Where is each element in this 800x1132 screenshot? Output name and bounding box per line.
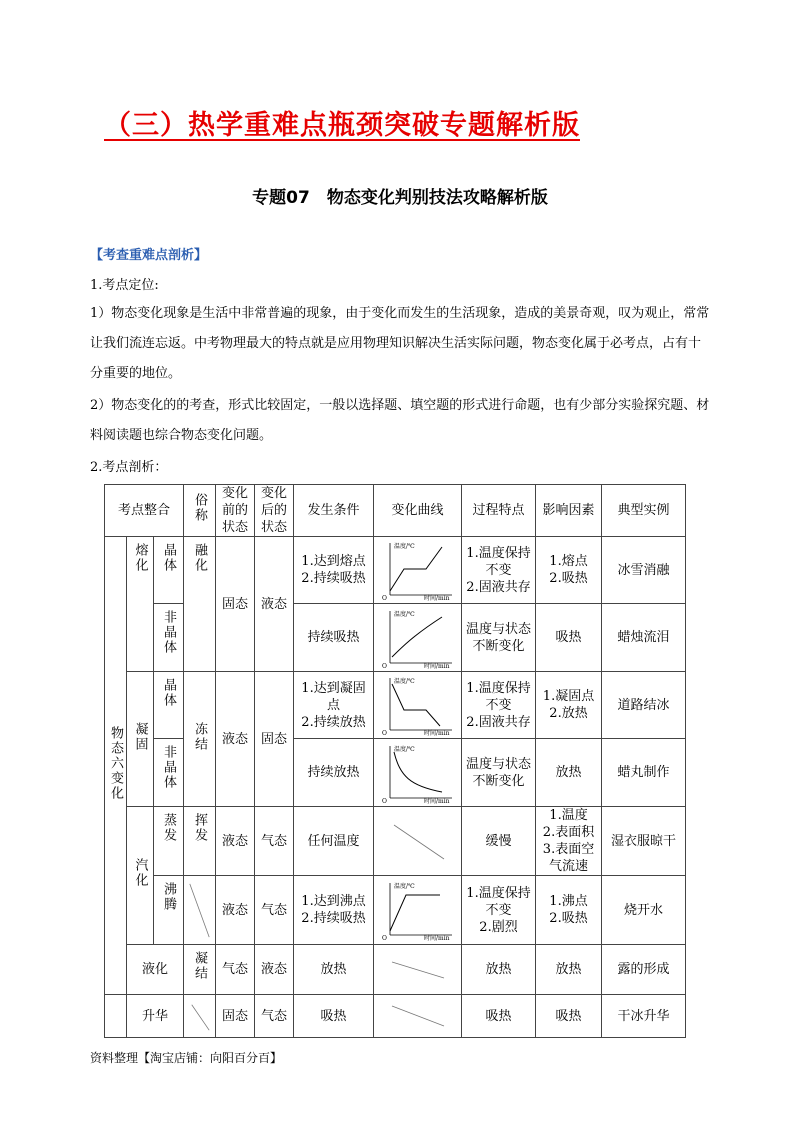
curve-cell: [374, 807, 462, 876]
svg-text:温度/℃: 温度/℃: [393, 883, 415, 890]
page-subtitle: [0, 183, 800, 208]
example-cell: 露的形成: [602, 945, 686, 995]
curve-sublime-none: [380, 998, 456, 1034]
curve-cell: [374, 945, 462, 995]
table-row: [105, 945, 686, 995]
after-cell: 液态: [255, 537, 294, 672]
cond-cell: 1.达到熔点 2.持续吸热: [294, 537, 374, 604]
example-cell: 蜡丸制作: [602, 739, 686, 807]
before-cell: 固态: [216, 995, 255, 1038]
header-cell: 典型实例: [602, 485, 686, 537]
svg-text:时间/min: 时间/min: [423, 662, 449, 669]
svg-text:温度/℃: 温度/℃: [393, 543, 415, 550]
example-cell: 道路结冰: [602, 672, 686, 739]
example-cell: 干冰升华: [602, 995, 686, 1038]
curve-evap-none: [380, 811, 456, 871]
curve-melt-noncrystal: [380, 607, 456, 669]
cond-cell: 1.达到沸点 2.持续吸热: [294, 876, 374, 945]
process-name: 液化: [127, 945, 184, 995]
svg-text:温度/℃: 温度/℃: [393, 745, 415, 753]
curve-boil: [380, 879, 456, 941]
header-row: [105, 485, 686, 537]
cond-cell: 1.达到凝固点 2.持续放热: [294, 672, 374, 739]
svg-text:O: O: [381, 935, 387, 941]
svg-text:时间/min: 时间/min: [423, 595, 449, 601]
cond-cell: 放热: [294, 945, 374, 995]
para-2: 1）物态变化现象是生活中非常普遍的现象，由于变化而发生的生活现象，造成的美景奇观，叹为观止，常常让我们流连忘返。中考物理最大的特点就是应用物理知识解决生活实际问题，物态变化属于必考点，占有十分重要的地位。: [90, 306, 710, 381]
factor-cell: 放热: [536, 945, 602, 995]
process-name: 升华: [127, 995, 184, 1038]
example-cell: 烧开水: [602, 876, 686, 945]
cond-cell: 持续吸热: [294, 604, 374, 672]
curve-cell: [374, 537, 462, 604]
table-row: [105, 672, 686, 739]
factor-cell: 1.温度 2.表面积 3.表面空气流速: [536, 807, 602, 876]
process-cell: 1.温度保持不变 2.固液共存: [462, 672, 536, 739]
empty-cell: [105, 995, 127, 1038]
before-cell: 液态: [216, 807, 255, 876]
alias-cell-empty: [184, 876, 216, 945]
header-cell: 过程特点: [462, 485, 536, 537]
svg-text:温度/℃: 温度/℃: [393, 678, 415, 685]
footer-text: 资料整理【淘宝店铺：向阳百分百】: [90, 1051, 283, 1065]
type-cell: 沸腾: [154, 876, 184, 945]
curve-cell: [374, 876, 462, 945]
cond-cell: 持续放热: [294, 739, 374, 807]
process-cell: 1.温度保持不变 2.固液共存: [462, 537, 536, 604]
before-cell: 液态: [216, 672, 255, 807]
after-cell: 气态: [255, 876, 294, 945]
before-cell: 固态: [216, 537, 255, 672]
alias-cell: 冻结: [184, 672, 216, 807]
example-cell: 湿衣服晾干: [602, 807, 686, 876]
banner-title: （三）热学重难点瓶颈突破专题解析版: [104, 110, 580, 141]
process-cell: 温度与状态不断变化: [462, 604, 536, 672]
factor-cell: 1.沸点 2.吸热: [536, 876, 602, 945]
section-title: 【考查重难点剖析】: [90, 248, 208, 263]
factor-cell: 吸热: [536, 604, 602, 672]
table-row: [105, 807, 686, 876]
para-4: 2.考点剖析：: [90, 460, 168, 475]
svg-text:时间/min: 时间/min: [423, 730, 449, 736]
svg-text:时间/min: 时间/min: [423, 797, 449, 804]
svg-text:O: O: [381, 730, 387, 736]
curve-liquefy-none: [380, 950, 456, 990]
process-cell: 温度与状态不断变化: [462, 739, 536, 807]
svg-text:O: O: [381, 797, 387, 804]
factor-cell: 1.凝固点 2.放热: [536, 672, 602, 739]
cond-cell: 吸热: [294, 995, 374, 1038]
after-cell: 气态: [255, 807, 294, 876]
factor-cell: 1.熔点 2.吸热: [536, 537, 602, 604]
curve-freeze-noncrystal: [380, 742, 456, 804]
process-name: 熔化: [127, 537, 154, 672]
subtitle-text: 专题07 物态变化判别技法攻略解析版: [252, 188, 548, 208]
svg-text:O: O: [381, 662, 387, 669]
type-cell: 晶体: [154, 537, 184, 604]
alias-cell: 融化: [184, 537, 216, 672]
header-cell: 变化前的状态: [216, 485, 255, 537]
group-cell: 物态六变化: [105, 537, 127, 995]
type-cell: 非晶体: [154, 604, 184, 672]
summary-table: [104, 484, 686, 1038]
alias-cell: 挥发: [184, 807, 216, 876]
svg-text:O: O: [381, 595, 387, 601]
svg-text:时间/min: 时间/min: [423, 935, 449, 941]
header-cell: 影响因素: [536, 485, 602, 537]
process-cell: 吸热: [462, 995, 536, 1038]
example-cell: 蜡烛流泪: [602, 604, 686, 672]
table-row: [105, 876, 686, 945]
alias-cell: 凝结: [184, 945, 216, 995]
curve-cell: [374, 739, 462, 807]
type-cell: 蒸发: [154, 807, 184, 876]
after-cell: 气态: [255, 995, 294, 1038]
before-cell: 气态: [216, 945, 255, 995]
after-cell: 液态: [255, 945, 294, 995]
example-cell: 冰雪消融: [602, 537, 686, 604]
process-cell: 放热: [462, 945, 536, 995]
process-cell: 1.温度保持不变 2.剧烈: [462, 876, 536, 945]
header-cell: 俗称: [184, 485, 216, 537]
curve-melt-crystal: [380, 539, 456, 601]
alias-cell-empty: [184, 995, 216, 1038]
factor-cell: 放热: [536, 739, 602, 807]
header-cell: 发生条件: [294, 485, 374, 537]
process-name: 凝固: [127, 672, 154, 807]
after-cell: 固态: [255, 672, 294, 807]
before-cell: 液态: [216, 876, 255, 945]
cond-cell: 任何温度: [294, 807, 374, 876]
header-cell: 考点整合: [105, 485, 184, 537]
header-cell: 变化后的状态: [255, 485, 294, 537]
curve-cell: [374, 995, 462, 1038]
process-cell: 缓慢: [462, 807, 536, 876]
table-row: [105, 995, 686, 1038]
para-3: 2）物态变化的的考查，形式比较固定，一般以选择题、填空题的形式进行命题，也有少部分实验探究题、材料阅读题也综合物态变化问题。: [90, 398, 710, 443]
curve-cell: [374, 604, 462, 672]
curve-cell: [374, 672, 462, 739]
para-1: 1.考点定位:: [90, 278, 159, 293]
type-cell: 晶体: [154, 672, 184, 739]
svg-text:温度/℃: 温度/℃: [393, 610, 415, 618]
header-cell: 变化曲线: [374, 485, 462, 537]
process-name: 汽化: [127, 807, 154, 945]
curve-freeze-crystal: [380, 674, 456, 736]
type-cell: 非晶体: [154, 739, 184, 807]
factor-cell: 吸热: [536, 995, 602, 1038]
table-row: [105, 537, 686, 604]
